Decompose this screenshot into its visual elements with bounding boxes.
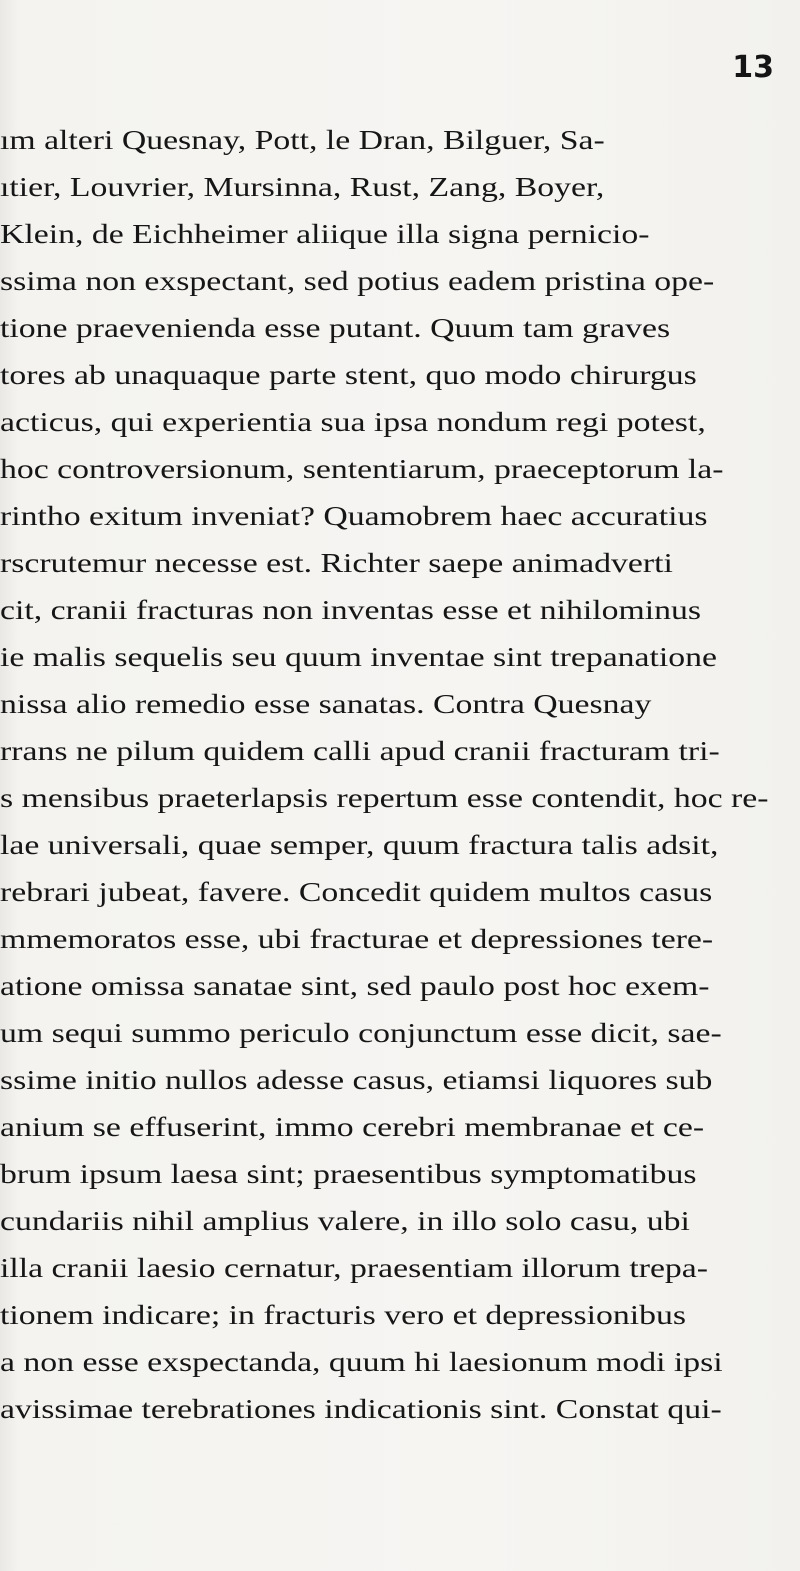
text-line: tionem indicare; in fracturis vero et depressionibus <box>0 1300 687 1330</box>
text-line: rintho exitum inveniat? Quamobrem haec accuratius <box>0 501 708 531</box>
text-line: acticus, qui experientia sua ipsa nondum regi potest, <box>0 407 706 437</box>
text-line: ssima non exspectant, sed potius eadem pristina ope- <box>0 266 715 296</box>
text-line: Klein, de Eichheimer aliique illa signa pernicio- <box>0 219 650 249</box>
text-line: a non esse exspectanda, quum hi laesionum modi ipsi <box>0 1347 723 1377</box>
page-number: 13 <box>732 50 774 85</box>
text-line: tores ab unaquaque parte stent, quo modo chirurgus <box>0 360 697 390</box>
text-line: cit, cranii fracturas non inventas esse et nihilominus <box>0 595 702 625</box>
text-line: ıtier, Louvrier, Mursinna, Rust, Zang, Boyer, <box>0 172 605 202</box>
text-line: cundariis nihil amplius valere, in illo solo casu, ubi <box>0 1206 690 1236</box>
text-line: ım alteri Quesnay, Pott, le Dran, Bilguer, Sa- <box>0 125 605 155</box>
text-line: rscrutemur necesse est. Richter saepe animadverti <box>0 548 673 578</box>
text-line: anium se effuserint, immo cerebri membranae et ce- <box>0 1112 705 1142</box>
text-line: illa cranii laesio cernatur, praesentiam illorum trepa- <box>0 1253 709 1283</box>
text-line: ie malis sequelis seu quum inventae sint trepanatione <box>0 642 718 672</box>
text-line: hoc controversionum, sententiarum, praeceptorum la- <box>0 454 724 484</box>
text-line: lae universali, quae semper, quum fractura talis adsit, <box>0 830 719 860</box>
text-line: atione omissa sanatae sint, sed paulo post hoc exem- <box>0 971 710 1001</box>
text-line: ssime initio nullos adesse casus, etiamsi liquores sub <box>0 1065 713 1095</box>
text-line: nissa alio remedio esse sanatas. Contra Quesnay <box>0 689 652 719</box>
text-line: avissimae terebrationes indicationis sint. Constat qui- <box>0 1394 722 1424</box>
text-line: mmemoratos esse, ubi fracturae et depressiones tere- <box>0 924 714 954</box>
text-line: rebrari jubeat, favere. Concedit quidem multos casus <box>0 877 713 907</box>
text-line: brum ipsum laesa sint; praesentibus symptomatibus <box>0 1159 697 1189</box>
text-line: s mensibus praeterlapsis repertum esse contendit, hoc re- <box>0 783 769 813</box>
text-line: tione praevenienda esse putant. Quum tam graves <box>0 313 671 343</box>
text-line: rrans ne pilum quidem calli apud cranii fracturam tri- <box>0 736 720 766</box>
text-line: um sequi summo periculo conjunctum esse dicit, sae- <box>0 1018 722 1048</box>
